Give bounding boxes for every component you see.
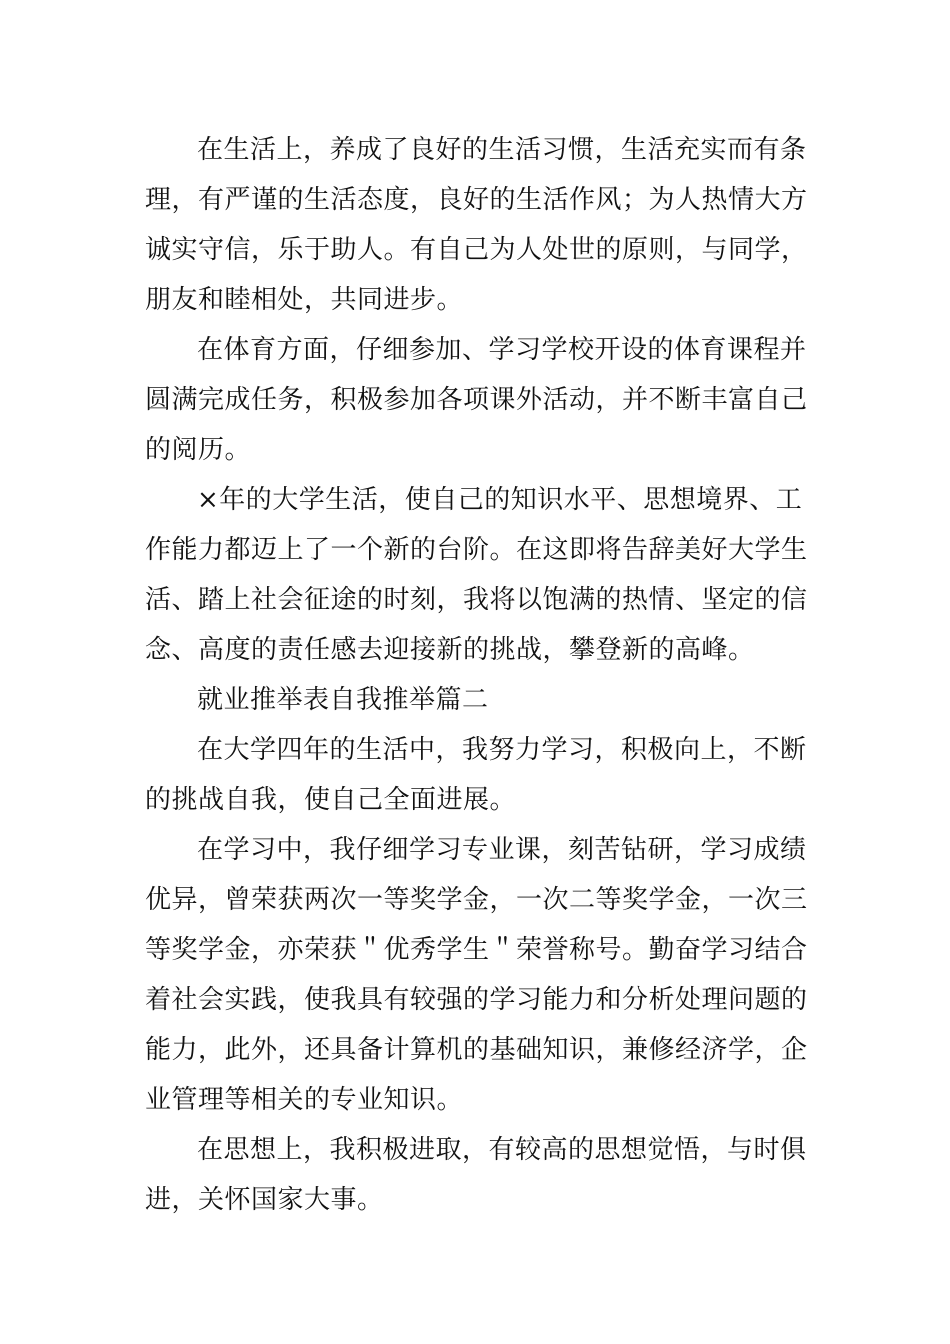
paragraph-life-line-1: 在生活上，养成了良好的生活习惯，生活充实而有条 [197,135,807,165]
paragraph-thought-line-1: 在思想上，我积极进取，有较高的思想觉悟，与时俱 [197,1135,807,1165]
paragraph-summary-line-3: 活、踏上社会征途的时刻，我将以饱满的热情、坚定的信 [145,585,808,615]
paragraph-life-line-3: 诚实守信，乐于助人。有自己为人处世的原则，与同学， [145,235,808,265]
paragraph-sports-line-2: 圆满完成任务，积极参加各项课外活动，并不断丰富自己 [145,385,808,415]
paragraph-sports-line-3: 的阅历。 [145,435,252,465]
paragraph-summary-line-4: 念、高度的责任感去迎接新的挑战，攀登新的高峰。 [145,635,755,665]
paragraph-intro-line-2: 的挑战自我，使自己全面进展。 [145,785,517,815]
section-heading: 就业推举表自我推举篇二 [197,685,489,715]
paragraph-study-line-4: 着社会实践，使我具有较强的学习能力和分析处理问题的 [145,985,808,1015]
paragraph-summary-line-2: 作能力都迈上了一个新的台阶。在这即将告辞美好大学生 [145,535,808,565]
paragraph-summary-line-1: ×年的大学生活，使自己的知识水平、思想境界、工 [197,485,803,515]
paragraph-study-line-6: 业管理等相关的专业知识。 [145,1085,464,1115]
paragraph-study-line-3: 等奖学金，亦荣获＂优秀学生＂荣誉称号。勤奋学习结合 [145,935,808,965]
paragraph-study-line-2: 优异，曾荣获两次一等奖学金，一次二等奖学金，一次三 [145,885,808,915]
paragraph-life-line-4: 朋友和睦相处，共同进步。 [145,285,464,315]
paragraph-study-line-1: 在学习中，我仔细学习专业课，刻苦钻研，学习成绩 [197,835,807,865]
paragraph-sports-line-1: 在体育方面，仔细参加、学习学校开设的体育课程并 [197,335,807,365]
paragraph-life-line-2: 理，有严谨的生活态度，良好的生活作风；为人热情大方 [145,185,808,215]
paragraph-intro-line-1: 在大学四年的生活中，我努力学习，积极向上，不断 [197,735,807,765]
paragraph-study-line-5: 能力，此外，还具备计算机的基础知识，兼修经济学，企 [145,1035,808,1065]
paragraph-thought-line-2: 进，关怀国家大事。 [145,1185,384,1215]
